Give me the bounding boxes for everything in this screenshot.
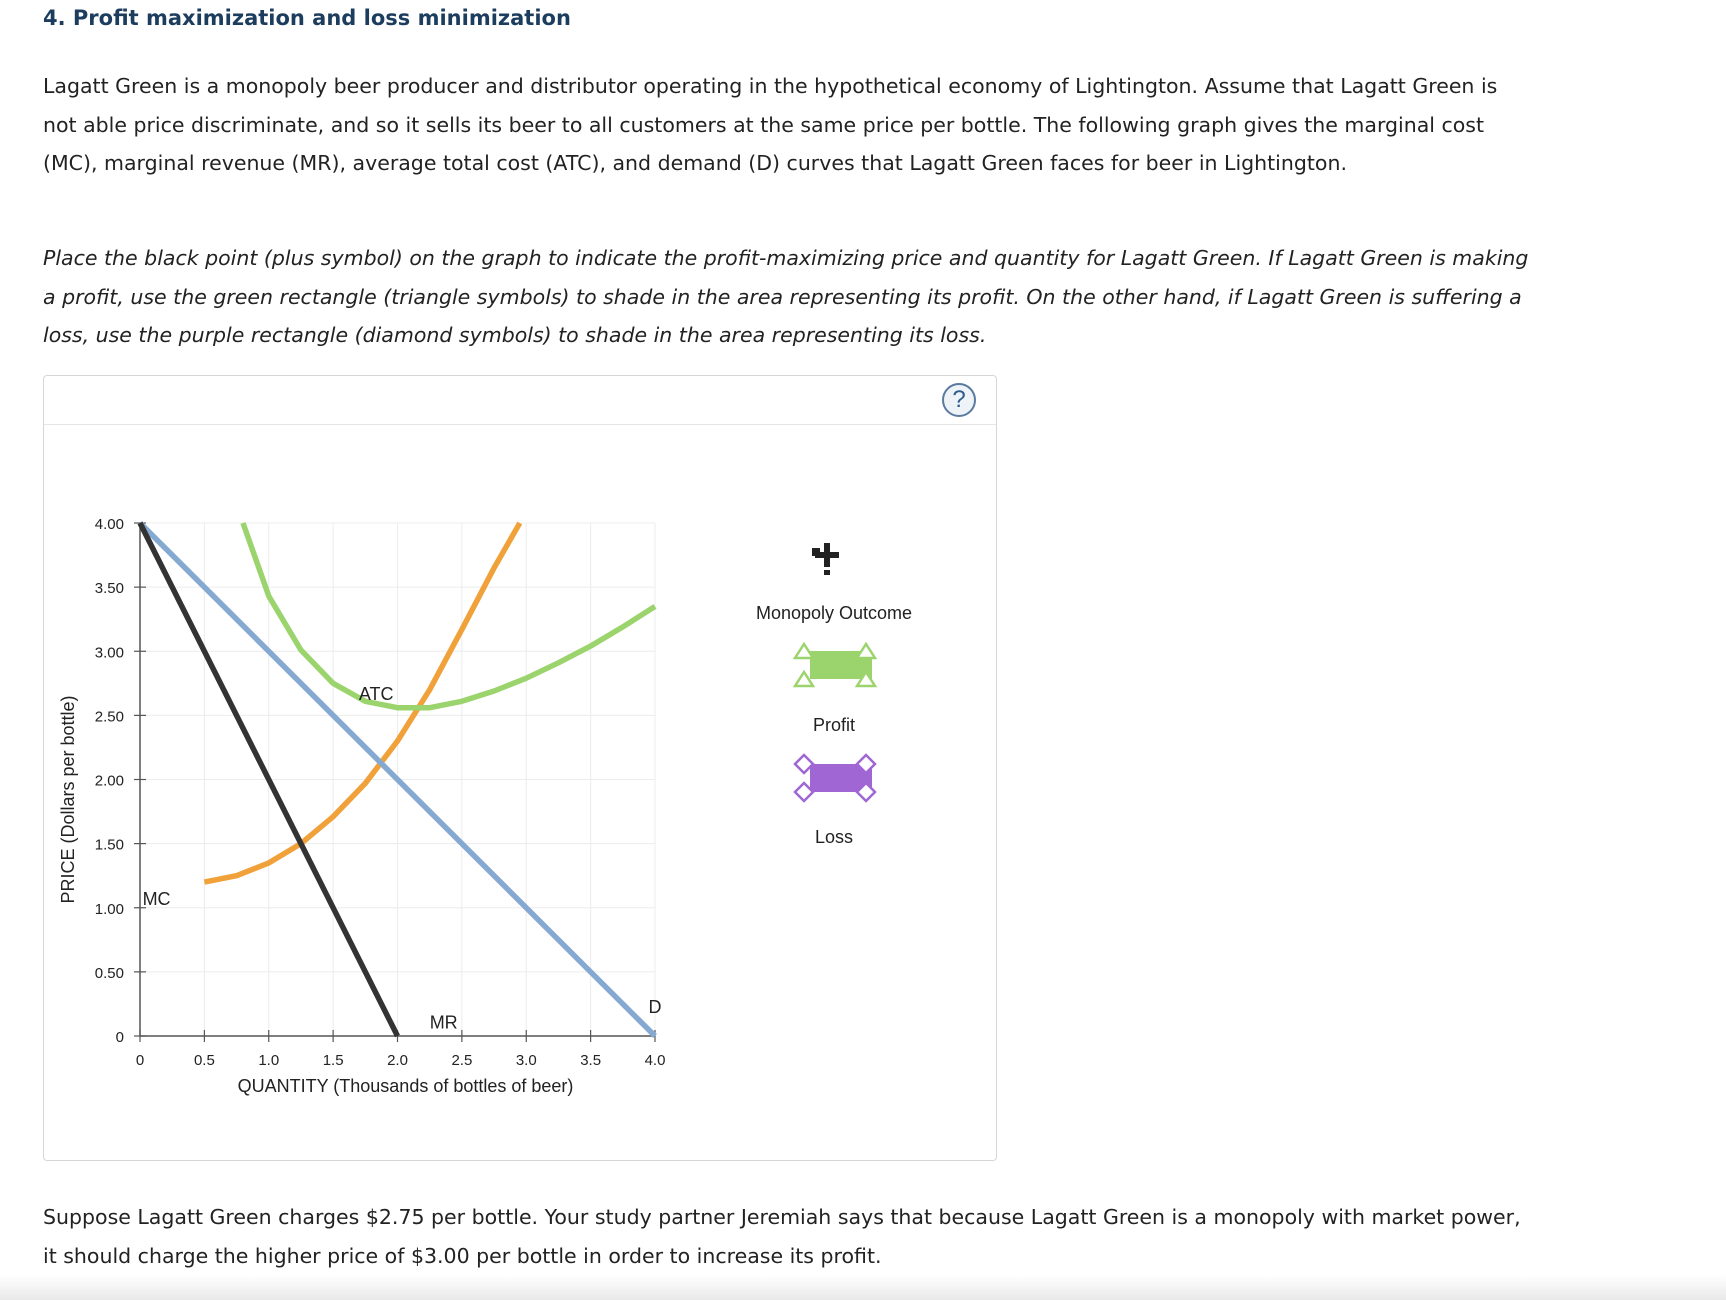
x-tick-label: 3.5 [580, 1052, 602, 1069]
loss-rectangle-tool[interactable] [795, 755, 875, 801]
profit-rectangle-tool[interactable] [795, 644, 875, 686]
question-heading: 4. Profit maximization and loss minimization [43, 6, 571, 30]
mc-label: MC [142, 889, 171, 910]
plus-tool-spacer [828, 539, 844, 546]
x-tick-label: 1.0 [258, 1052, 280, 1069]
followup-paragraph: Suppose Lagatt Green charges $2.75 per bottle. Your study partner Jeremiah says that because Lagatt Green is a monopoly with market power, it should charge the higher price of $3.00 per bottle in order to increase its profit. [43, 1205, 1521, 1268]
atc-curve [243, 523, 655, 708]
y-tick-label: 1.00 [94, 900, 124, 918]
y-tick-label: 3.00 [94, 644, 124, 662]
y-tick-label: 0 [115, 1029, 124, 1046]
plus-tool-dot-bottom [824, 570, 830, 575]
x-tick-label: 0.5 [193, 1052, 215, 1069]
legend-profit-label: Profit [812, 715, 856, 735]
x-tick-label: 0 [135, 1052, 145, 1069]
mr-label: MR [429, 1012, 458, 1033]
y-tick-label: 1.50 [94, 836, 124, 854]
x-tick-label: 3.0 [515, 1052, 537, 1069]
page-bottom-fade [0, 1275, 1726, 1300]
x-tick-label: 2.0 [387, 1052, 408, 1069]
legend-loss-label: Loss [814, 827, 854, 847]
monopoly-outcome-tool[interactable] [812, 539, 844, 575]
intro-paragraph: Lagatt Green is a monopoly beer producer and distributor operating in the hypothetical economy of Lightington. Assume that Lagatt Green is not able price discriminate, and so it sells its beer to all customers at the same price per bottle. The following graph gives the marginal cost (MC), marginal revenue (MR), average total cost (ATC), and demand (D) curves that Lagatt Green faces for beer in Lightington. [43, 74, 1498, 175]
legend-monopoly-outcome-label: Monopoly Outcome [755, 603, 913, 623]
y-tick-label: 3.50 [94, 580, 124, 598]
x-axis-label: QUANTITY (Thousands of bottles of beer) [237, 1076, 574, 1096]
y-tick-label: 2.50 [94, 708, 124, 726]
instruction-paragraph: Place the black point (plus symbol) on the graph to indicate the profit-maximizing price and quantity for Lagatt Green. If Lagatt Green is making a profit, use the green rectangle (triangle symbols) to shade in the area representing its profit. On the other hand, if Lagatt Green is suffering a loss, use the purple rectangle (diamond symbols) to shade in the area representing its loss. [43, 246, 1529, 347]
economics-graph[interactable] [44, 376, 996, 1160]
x-tick-label: 1.5 [322, 1052, 344, 1069]
y-axis-label: PRICE (Dollars per bottle) [58, 695, 78, 904]
demand-label: D [648, 996, 662, 1017]
x-tick-label: 2.5 [451, 1052, 473, 1069]
y-tick-label: 4.00 [94, 516, 124, 533]
x-tick-label: 4.0 [644, 1052, 666, 1069]
plus-symbol-bar [815, 552, 839, 558]
graph-panel [43, 375, 997, 1161]
atc-label: ATC [358, 683, 394, 704]
axes-layer [58, 516, 665, 1096]
y-tick-label: 2.00 [94, 772, 124, 790]
y-tick-label: 0.50 [94, 964, 124, 982]
help-button[interactable]: ? [942, 383, 976, 417]
